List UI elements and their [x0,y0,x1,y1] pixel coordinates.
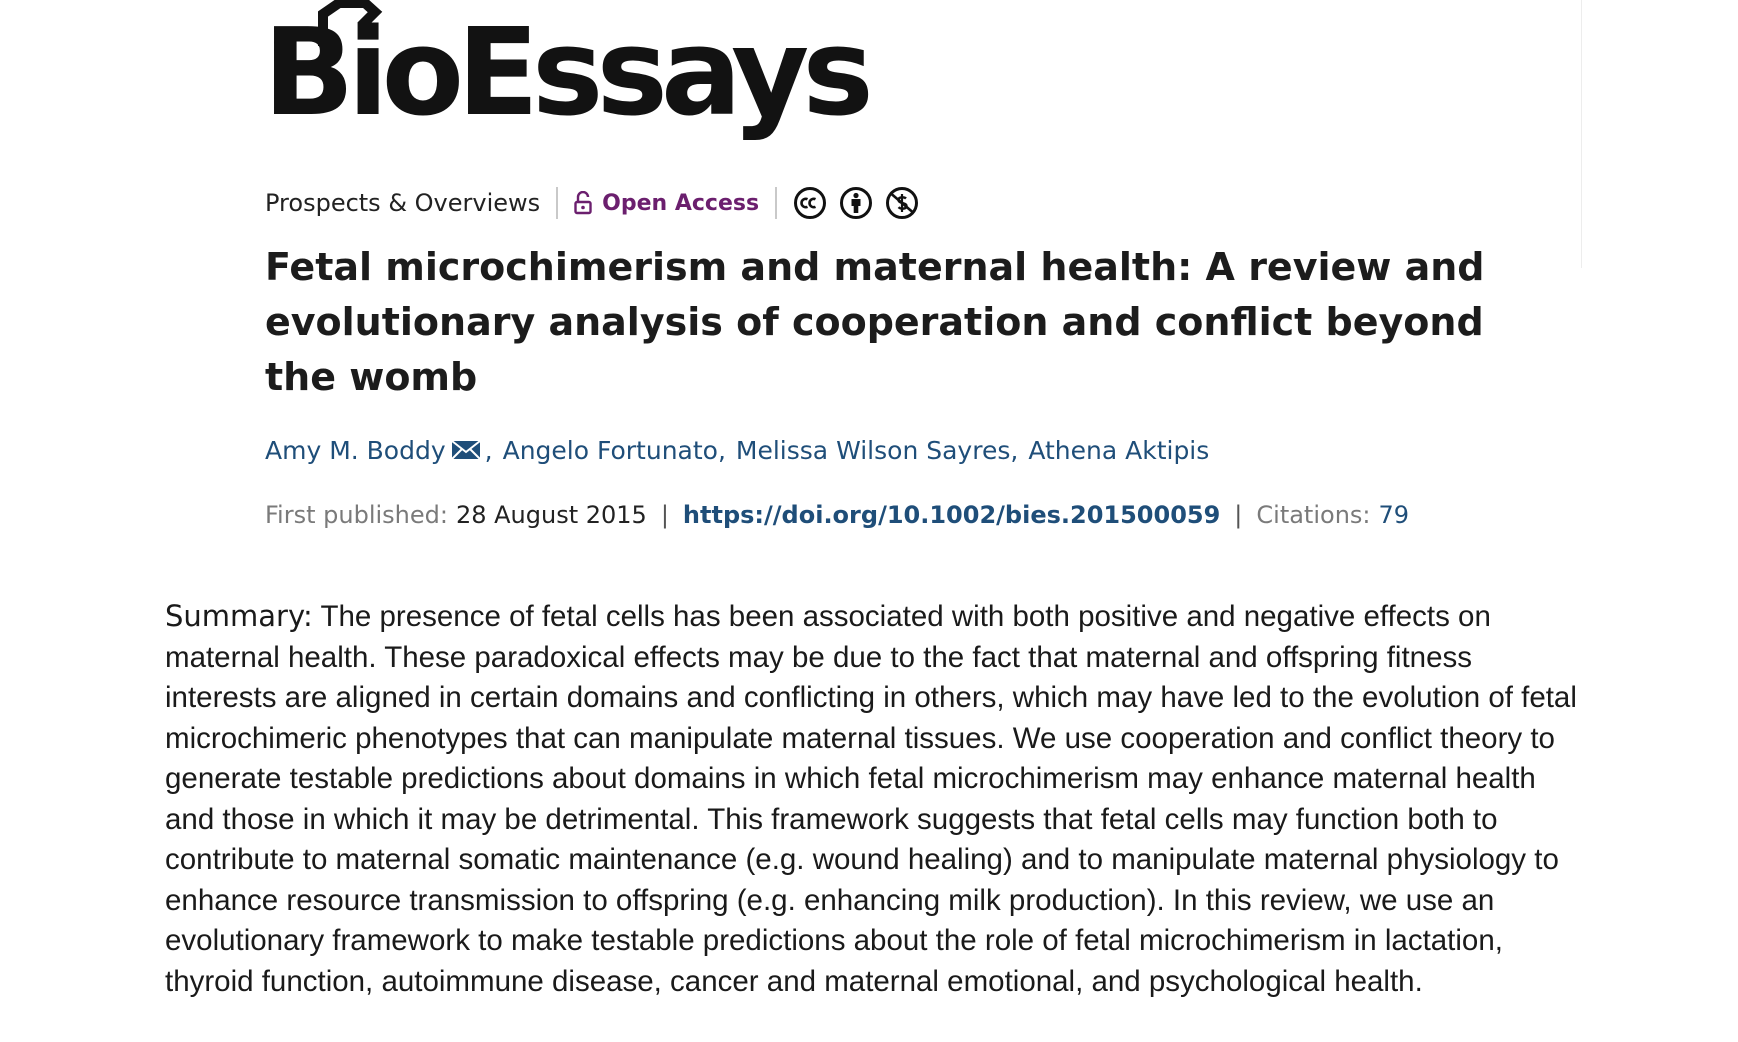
author-link[interactable]: Amy M. Boddy [265,435,446,465]
publication-info [265,497,1409,533]
author-separator: , [1010,435,1019,465]
journal-logo[interactable] [263,0,867,160]
meta-divider [556,187,558,219]
summary-text: The presence of fetal cells has been associated with both positive and negative effects on maternal health. These paradoxical effects may be due to the fact that maternal and offspring fitness interests are aligned in certain domains and conflicting in others, which may have led to the evolution of fetal microchimeric phenotypes that can manipulate maternal tissues. We use cooperation and conflict theory to generate testable predictions about domains in which fetal microchimerism may enhance maternal health and those in which it may be detrimental. This framework suggests that fetal cells may function both to contribute to maternal somatic maintenance (e.g. wound healing) and to manipulate maternal physiology to enhance resource transmission to offspring (e.g. enhancing milk production). In this review, we use an evolutionary framework to make testable predictions about the role of fetal microchimerism in lactation, thyroid function, autoimmune disease, cancer and maternal emotional, and psychological health. [165,600,1577,998]
open-access-badge[interactable] [574,191,759,216]
open-lock-icon [574,191,592,215]
pub-separator: | [1234,501,1243,529]
page-edge-divider [1581,0,1582,268]
author-link[interactable]: Athena Aktipis [1028,435,1210,465]
article-title: Fetal microchimerism and maternal health: A review and evolutionary analysis of cooperation and conflict beyond the womb [265,245,1485,399]
open-access-label: Open Access [602,190,760,216]
pub-separator: | [660,501,669,529]
author-separator: , [717,435,726,465]
journal-logo-text: BioEssays [263,4,867,143]
article-meta-row [265,183,919,223]
summary-label: Summary: [165,599,313,633]
meta-divider [775,187,777,219]
author-list [265,432,1209,468]
citations-label: Citations: [1256,501,1371,529]
first-published-label: First published: [265,501,448,529]
author-link[interactable]: Angelo Fortunato [502,435,718,465]
article-summary [165,596,1580,1002]
by-icon [839,186,873,220]
first-published-date: 28 August 2015 [455,501,647,529]
citations-count[interactable]: 79 [1378,501,1410,529]
author-separator: , [484,435,493,465]
article-category[interactable]: Prospects & Overviews [265,189,541,217]
license-icons[interactable] [793,186,919,220]
email-icon[interactable] [451,439,481,461]
cc-icon [793,186,827,220]
nc-icon [885,186,919,220]
author-link[interactable]: Melissa Wilson Sayres [735,435,1011,465]
doi-link[interactable]: https://doi.org/10.1002/bies.201500059 [682,501,1221,529]
